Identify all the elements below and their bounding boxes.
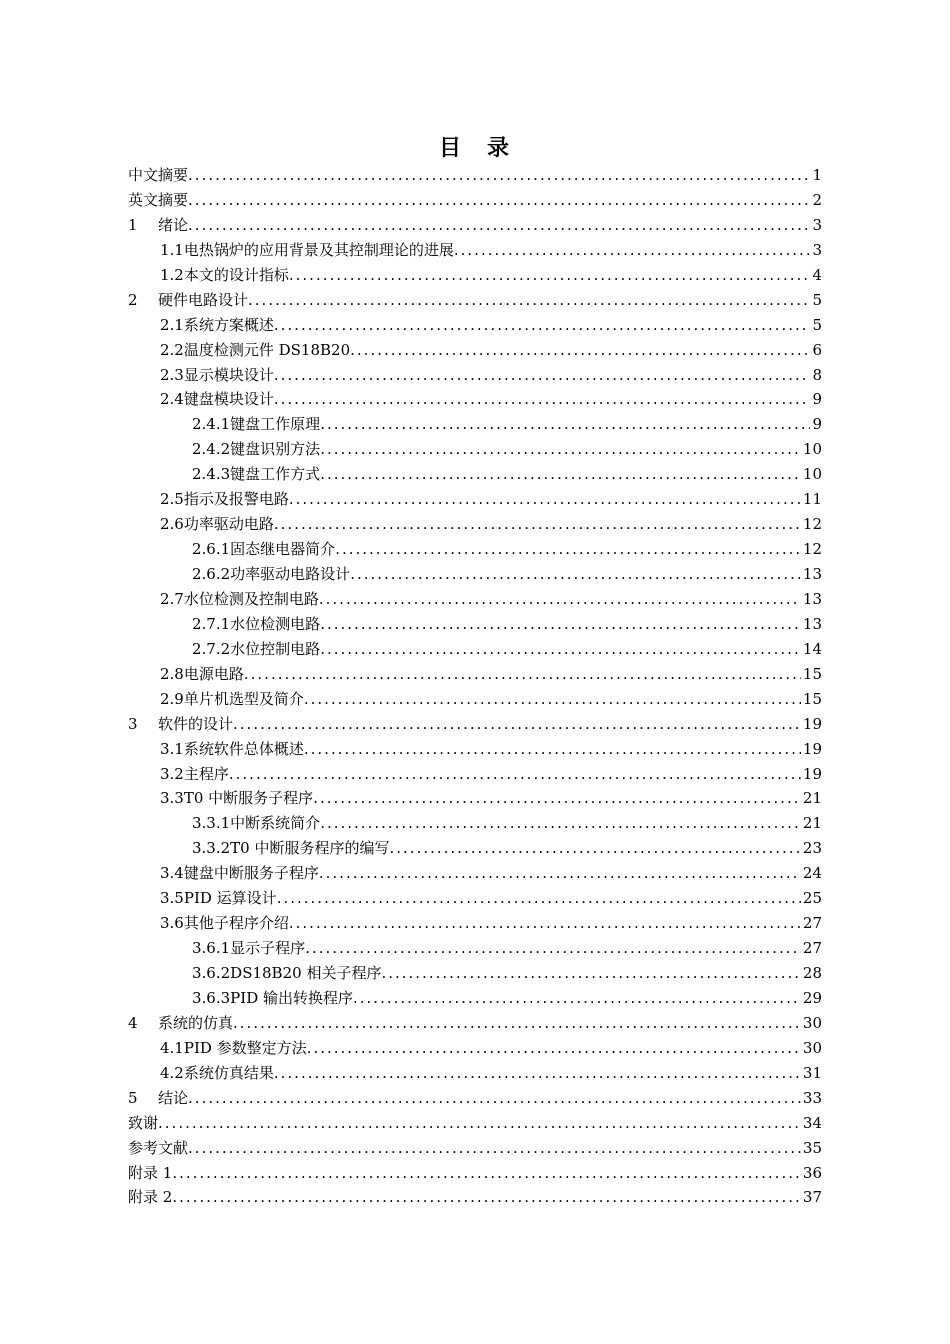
toc-entry[interactable] bbox=[128, 861, 822, 886]
toc-entry[interactable] bbox=[128, 712, 822, 737]
toc-entry-text: T0 中断服务子程序 bbox=[183, 789, 314, 808]
toc-entry-text: 附录 1 bbox=[128, 1163, 173, 1182]
toc-entry-page: 5 bbox=[812, 290, 822, 309]
toc-entry[interactable] bbox=[128, 288, 822, 313]
toc-entry[interactable] bbox=[128, 412, 822, 437]
toc-entry-number: 4.2 bbox=[160, 1063, 184, 1082]
toc-title: 目 录 bbox=[438, 136, 511, 161]
toc-entry[interactable] bbox=[128, 587, 822, 612]
toc-dot-leader bbox=[454, 238, 811, 263]
toc-entry-page: 27 bbox=[802, 914, 822, 933]
toc-entry-text: 其他子程序介绍 bbox=[183, 914, 289, 933]
toc-dot-leader bbox=[319, 861, 801, 886]
toc-entry-number: 1 bbox=[128, 215, 138, 234]
toc-dot-leader bbox=[274, 313, 811, 338]
toc-entry-number: 2.1 bbox=[160, 315, 184, 334]
toc-entry-text: PID 参数整定方法 bbox=[183, 1038, 307, 1057]
toc-entry[interactable] bbox=[128, 437, 822, 462]
toc-entry-page: 13 bbox=[802, 565, 822, 583]
toc-entry-page: 31 bbox=[802, 1063, 822, 1082]
toc-entry[interactable] bbox=[128, 238, 822, 263]
toc-entry-page: 23 bbox=[802, 839, 822, 858]
toc-entry-number: 2.8 bbox=[160, 664, 184, 683]
toc-dot-leader bbox=[353, 986, 801, 1011]
toc-entry-number: 1.2 bbox=[160, 265, 184, 284]
toc-entry-text: 水位检测电路 bbox=[230, 614, 321, 633]
toc-dot-leader bbox=[289, 911, 801, 936]
toc-dot-leader bbox=[188, 163, 810, 188]
toc-entry-page: 2 bbox=[812, 190, 822, 209]
toc-entry-number: 2.7.2 bbox=[192, 639, 231, 658]
toc-entry[interactable] bbox=[128, 313, 822, 338]
toc-dot-leader bbox=[304, 687, 801, 712]
toc-entry[interactable] bbox=[128, 1111, 822, 1136]
toc-entry-page: 10 bbox=[802, 465, 822, 484]
toc-dot-leader bbox=[248, 288, 810, 313]
toc-entry[interactable] bbox=[128, 612, 822, 637]
toc-entry-text: 电源电路 bbox=[183, 664, 244, 683]
toc-entry[interactable] bbox=[128, 338, 822, 363]
toc-entry[interactable] bbox=[128, 1061, 822, 1086]
toc-dot-leader bbox=[381, 961, 800, 986]
toc-entry-text: 主程序 bbox=[183, 764, 229, 783]
toc-entry-text: 温度检测元件 DS18B20 bbox=[183, 340, 351, 359]
toc-dot-leader bbox=[188, 1086, 801, 1111]
toc-entry[interactable] bbox=[128, 836, 822, 861]
toc-dot-leader bbox=[335, 537, 801, 562]
toc-entry-number: 4 bbox=[128, 1013, 138, 1032]
toc-entry-page: 1 bbox=[812, 166, 822, 184]
toc-entry-number: 1.1 bbox=[160, 240, 184, 259]
toc-entry-page: 19 bbox=[802, 739, 822, 758]
toc-entry[interactable] bbox=[128, 637, 822, 662]
toc-entry-text: 本文的设计指标 bbox=[183, 265, 289, 284]
toc-entry-text: DS18B20 相关子程序 bbox=[230, 964, 382, 982]
toc-entry[interactable] bbox=[128, 1185, 822, 1210]
toc-entry-number: 3.6.2 bbox=[192, 964, 231, 982]
toc-entry-text: 功率驱动电路设计 bbox=[230, 565, 351, 583]
toc-entry-page: 25 bbox=[802, 889, 822, 908]
toc-entry-text: T0 中断服务程序的编写 bbox=[230, 839, 390, 858]
toc-entry-page: 4 bbox=[812, 265, 822, 284]
toc-entry-page: 21 bbox=[802, 814, 822, 833]
toc-entry-page: 10 bbox=[802, 440, 822, 459]
toc-entry-number: 2.7.1 bbox=[192, 614, 231, 633]
toc-entry-number: 3.3 bbox=[160, 789, 184, 808]
toc-dot-leader bbox=[304, 737, 801, 762]
toc-entry-page: 21 bbox=[802, 789, 822, 808]
toc-entry-page: 28 bbox=[802, 964, 822, 982]
toc-entry-number: 2.2 bbox=[160, 340, 184, 359]
toc-entry-page: 30 bbox=[802, 1013, 822, 1032]
toc-entry-page: 35 bbox=[802, 1138, 822, 1157]
toc-entry-page: 19 bbox=[802, 764, 822, 783]
toc-entry-page: 27 bbox=[802, 939, 822, 958]
toc-dot-leader bbox=[320, 412, 810, 437]
toc-entry[interactable] bbox=[128, 687, 822, 712]
toc-entry-page: 24 bbox=[802, 864, 822, 883]
toc-dot-leader bbox=[274, 363, 811, 388]
toc-entry-number: 3.3.2 bbox=[192, 839, 231, 858]
toc-dot-leader bbox=[350, 338, 810, 363]
toc-entry-text: 英文摘要 bbox=[128, 190, 189, 209]
toc-entry[interactable] bbox=[128, 662, 822, 687]
toc-entry-page: 8 bbox=[812, 365, 822, 384]
toc-entry[interactable] bbox=[128, 811, 822, 836]
toc-entry-text: 固态继电器简介 bbox=[230, 540, 336, 559]
toc-entry[interactable] bbox=[128, 1036, 822, 1061]
toc-entry-text: 指示及报警电路 bbox=[183, 490, 289, 509]
toc-entry[interactable] bbox=[128, 387, 822, 412]
toc-dot-leader bbox=[320, 811, 801, 836]
toc-dot-leader bbox=[172, 1185, 801, 1210]
toc-entry[interactable] bbox=[128, 487, 822, 512]
toc-entry-number: 3 bbox=[128, 714, 138, 733]
toc-entry-page: 13 bbox=[802, 589, 822, 608]
toc-list bbox=[128, 163, 822, 1210]
toc-entry-text: 键盘识别方法 bbox=[230, 440, 321, 459]
toc-entry-text: 显示子程序 bbox=[230, 939, 306, 958]
toc-dot-leader bbox=[320, 437, 801, 462]
toc-entry-text: 系统的仿真 bbox=[158, 1013, 234, 1032]
toc-entry-page: 15 bbox=[802, 664, 822, 683]
toc-entry-text: 功率驱动电路 bbox=[183, 515, 274, 534]
toc-entry[interactable] bbox=[128, 1161, 822, 1186]
toc-entry-number: 5 bbox=[128, 1088, 138, 1107]
toc-entry[interactable] bbox=[128, 512, 822, 537]
toc-entry[interactable] bbox=[128, 188, 822, 213]
toc-dot-leader bbox=[188, 188, 810, 213]
toc-entry-text: 单片机选型及简介 bbox=[183, 689, 304, 708]
toc-entry-number: 2.5 bbox=[160, 490, 184, 509]
toc-entry-page: 11 bbox=[802, 490, 822, 509]
toc-entry-text: 中断系统简介 bbox=[230, 814, 321, 833]
toc-entry-text: 系统方案概述 bbox=[183, 315, 274, 334]
toc-dot-leader bbox=[350, 562, 801, 587]
toc-dot-leader bbox=[319, 587, 801, 612]
toc-entry[interactable] bbox=[128, 762, 822, 787]
toc-entry-page: 3 bbox=[812, 240, 822, 259]
toc-entry[interactable] bbox=[128, 886, 822, 911]
toc-dot-leader bbox=[313, 786, 801, 811]
toc-dot-leader bbox=[172, 1161, 801, 1186]
toc-entry-number: 2.6.2 bbox=[192, 565, 231, 583]
toc-entry[interactable] bbox=[128, 786, 822, 811]
toc-entry[interactable] bbox=[128, 537, 822, 562]
toc-entry-text: 键盘工作原理 bbox=[230, 415, 321, 434]
toc-entry-text: 水位控制电路 bbox=[230, 639, 321, 658]
toc-entry[interactable] bbox=[128, 986, 822, 1011]
toc-entry-number: 2.4 bbox=[160, 390, 184, 409]
toc-entry-number: 2.6.1 bbox=[192, 540, 231, 559]
toc-dot-leader bbox=[320, 462, 801, 487]
toc-dot-leader bbox=[305, 936, 801, 961]
toc-entry-page: 13 bbox=[802, 614, 822, 633]
toc-entry-page: 15 bbox=[802, 689, 822, 708]
toc-entry-number: 3.4 bbox=[160, 864, 184, 883]
toc-dot-leader bbox=[274, 387, 811, 412]
toc-entry-number: 2.7 bbox=[160, 589, 184, 608]
toc-entry[interactable] bbox=[128, 737, 822, 762]
toc-entry[interactable] bbox=[128, 363, 822, 388]
toc-dot-leader bbox=[390, 836, 801, 861]
toc-entry-number: 3.3.1 bbox=[192, 814, 231, 833]
toc-entry-page: 36 bbox=[802, 1163, 822, 1182]
toc-dot-leader bbox=[274, 512, 801, 537]
toc-entry[interactable] bbox=[128, 562, 822, 587]
toc-entry[interactable] bbox=[128, 961, 822, 986]
toc-entry-number: 3.5 bbox=[160, 889, 184, 908]
toc-entry-number: 2.4.1 bbox=[192, 415, 231, 434]
toc-entry-text: 参考文献 bbox=[128, 1138, 189, 1157]
toc-entry-number: 2.4.3 bbox=[192, 465, 231, 484]
toc-entry-text: 绪论 bbox=[158, 215, 189, 234]
toc-entry[interactable] bbox=[128, 213, 822, 238]
toc-entry-page: 12 bbox=[802, 540, 822, 559]
toc-entry-text: 系统仿真结果 bbox=[183, 1063, 274, 1082]
toc-entry-text: 附录 2 bbox=[128, 1188, 173, 1207]
toc-dot-leader bbox=[320, 637, 801, 662]
toc-entry-number: 3.1 bbox=[160, 739, 184, 758]
toc-entry-text: 电热锅炉的应用背景及其控制理论的进展 bbox=[183, 240, 454, 259]
toc-entry-text: PID 输出转换程序 bbox=[230, 988, 353, 1007]
toc-entry-text: 中文摘要 bbox=[128, 166, 189, 184]
toc-entry-page: 30 bbox=[802, 1038, 822, 1057]
toc-dot-leader bbox=[320, 612, 801, 637]
toc-entry-text: PID 运算设计 bbox=[183, 889, 277, 908]
toc-dot-leader bbox=[229, 762, 801, 787]
toc-dot-leader bbox=[233, 1011, 801, 1036]
toc-dot-leader bbox=[158, 1111, 801, 1136]
toc-dot-leader bbox=[289, 263, 811, 288]
toc-entry-number: 3.2 bbox=[160, 764, 184, 783]
toc-entry[interactable] bbox=[128, 936, 822, 961]
toc-entry-number: 2.6 bbox=[160, 515, 184, 534]
toc-entry-text: 水位检测及控制电路 bbox=[183, 589, 319, 608]
toc-entry-page: 34 bbox=[802, 1113, 822, 1132]
toc-entry-page: 37 bbox=[802, 1188, 822, 1207]
toc-entry-page: 29 bbox=[802, 988, 822, 1007]
toc-entry[interactable] bbox=[128, 1136, 822, 1161]
toc-entry-text: 显示模块设计 bbox=[183, 365, 274, 384]
toc-entry-text: 键盘中断服务子程序 bbox=[183, 864, 319, 883]
toc-dot-leader bbox=[289, 487, 801, 512]
toc-entry-page: 14 bbox=[802, 639, 822, 658]
toc-entry-number: 2.3 bbox=[160, 365, 184, 384]
toc-entry-number: 3.6.1 bbox=[192, 939, 231, 958]
toc-entry-text: 硬件电路设计 bbox=[158, 290, 249, 309]
toc-dot-leader bbox=[244, 662, 801, 687]
toc-entry-page: 9 bbox=[812, 415, 822, 434]
toc-dot-leader bbox=[233, 712, 801, 737]
toc-dot-leader bbox=[307, 1036, 801, 1061]
toc-entry-page: 9 bbox=[812, 390, 822, 409]
toc-entry-text: 结论 bbox=[158, 1088, 189, 1107]
toc-entry-page: 12 bbox=[802, 515, 822, 534]
toc-entry[interactable] bbox=[128, 462, 822, 487]
toc-entry-number: 4.1 bbox=[160, 1038, 184, 1057]
toc-entry-page: 3 bbox=[812, 215, 822, 234]
toc-entry-number: 3.6 bbox=[160, 914, 184, 933]
toc-entry-text: 键盘模块设计 bbox=[183, 390, 274, 409]
toc-entry-text: 系统软件总体概述 bbox=[183, 739, 304, 758]
toc-dot-leader bbox=[274, 1061, 801, 1086]
toc-entry-text: 键盘工作方式 bbox=[230, 465, 321, 484]
toc-entry-number: 2 bbox=[128, 290, 138, 309]
toc-entry-number: 2.9 bbox=[160, 689, 184, 708]
toc-entry-page: 33 bbox=[802, 1088, 822, 1107]
toc-entry[interactable] bbox=[128, 911, 822, 936]
toc-dot-leader bbox=[188, 213, 810, 238]
toc-entry-page: 19 bbox=[802, 714, 822, 733]
toc-entry[interactable] bbox=[128, 1086, 822, 1111]
toc-entry-page: 5 bbox=[812, 315, 822, 334]
toc-dot-leader bbox=[188, 1136, 801, 1161]
toc-entry-page: 6 bbox=[812, 340, 822, 359]
toc-entry[interactable] bbox=[128, 163, 822, 188]
toc-entry-number: 3.6.3 bbox=[192, 988, 231, 1007]
toc-entry[interactable] bbox=[128, 263, 822, 288]
toc-dot-leader bbox=[277, 886, 801, 911]
toc-entry-text: 致谢 bbox=[128, 1113, 159, 1132]
toc-entry-text: 软件的设计 bbox=[158, 714, 234, 733]
toc-entry-number: 2.4.2 bbox=[192, 440, 231, 459]
toc-entry[interactable] bbox=[128, 1011, 822, 1036]
